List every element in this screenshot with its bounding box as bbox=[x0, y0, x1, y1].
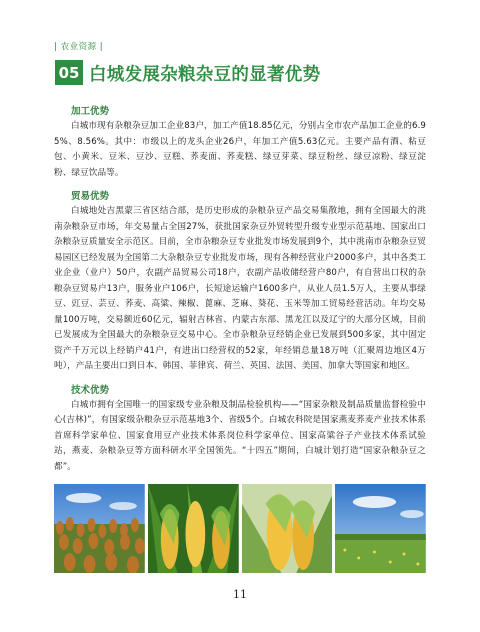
section-tag: | 农业资源 | bbox=[54, 42, 104, 52]
chapter-heading bbox=[55, 60, 435, 85]
corn-cob-closeup-photo bbox=[242, 484, 333, 573]
section-title: 贸易优势 bbox=[71, 191, 110, 202]
grassland-field-photo bbox=[335, 484, 426, 573]
section-technology bbox=[54, 382, 426, 476]
page-number: 11 bbox=[233, 588, 247, 601]
sorghum-field-photo bbox=[54, 484, 145, 573]
chapter-number: 05 bbox=[55, 60, 83, 85]
section-title: 加工优势 bbox=[71, 106, 110, 117]
section-title: 技术优势 bbox=[71, 384, 110, 396]
corn-cobs-photo bbox=[148, 484, 239, 573]
chapter-title: 白城发展杂粮杂豆的显著优势 bbox=[89, 65, 321, 85]
section-paragraph: 白城市拥有全国唯一的国家级专业杂粮及制品检验机构——“国家杂粮及制品质量监督检验中心(吉林)”，有国家级杂粮杂豆示范基地3个、省级5个。白城农科院是国家燕麦荞麦产业技术体系首席科学家单位、国家食用豆产业技术体系岗位科学家单位、国家高粱谷子产业技术体系试验站，燕麦、杂粮杂豆等方面科研水平全国领先。“十四五”期间，白城计划打造“国家杂粮杂豆之都”。 bbox=[54, 399, 426, 472]
section-paragraph: 白城地处吉黑蒙三省区结合部，是历史形成的杂粮杂豆产品交易集散地，拥有全国最大的洮南杂粮杂豆市场，年交易量占全国27%，获批国家杂豆外贸转型升级专业型示范基地、国家出口杂粮杂豆质量安全示范区。目前，全市杂粮杂豆专业批发市场发展到9个，其中洮南市杂粮杂豆贸易园区已经发展为全国第二大杂粮杂豆专业批发市场，现有各种经营业户2000多户，其中各类工业企业（业户）50户，农副产品贸易公司18户，农副产品收储经营户80户，有自营出口权的杂粮杂豆贸易户13户，服务业户106户，长短途运输户1600多户，从业人员1.5万人，主要从事绿豆、豇豆、芸豆、荞麦、高粱、辣椒、蓖麻、芝麻、葵花、玉米等加工贸易经营活动。年均交易量100万吨，交易额近60亿元，辐射吉林省、内蒙古东部、黑龙江以及辽宁的大部分区域，目前已发展成为全国最大的杂粮杂豆交易中心。全市杂粮杂豆经销企业已发展到500多家，其中固定资产千万元以上经销户41户，有进出口经营权的52家，年经销总量18万吨（汇聚周边地区4万吨），产品主要出口到日本、韩国、菲律宾、荷兰、英国、法国、美国、加拿大等国家和地区。 bbox=[54, 206, 426, 371]
section-processing bbox=[54, 103, 426, 181]
photo-strip bbox=[54, 484, 426, 573]
section-trade bbox=[54, 188, 426, 375]
section-paragraph: 白城市现有杂粮杂豆加工企业83户，加工产值18.85亿元，分别占全市农产品加工企业的6.95%、8.56%。其中：市级以上的龙头企业26户，年加工产值5.63亿元。主要产品有酒、粘豆包、小黄米、豆米、豆沙、豆糕、荞麦面、荞麦糕、绿豆芽菜、绿豆粉丝、绿豆凉粉、绿豆淀粉、绿豆饮品等。 bbox=[54, 121, 426, 178]
article-body bbox=[54, 103, 426, 482]
